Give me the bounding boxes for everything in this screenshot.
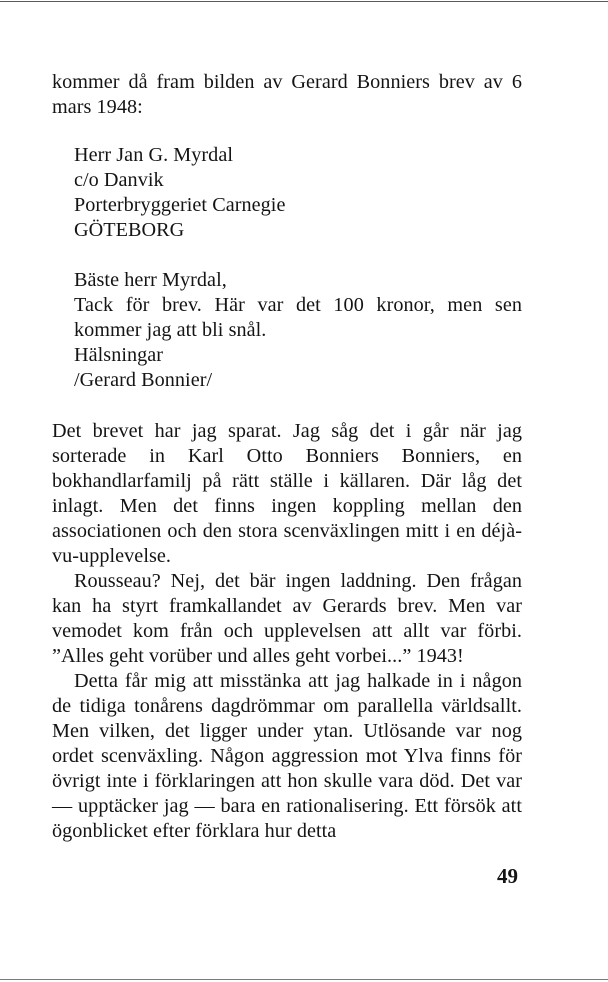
- intro-paragraph: kommer då fram bilden av Gerard Bonniers brev av 6 mars 1948:: [52, 71, 522, 118]
- letter-address: [74, 143, 522, 243]
- address-line: Herr Jan G. Myrdal: [74, 144, 233, 166]
- address-line: Porterbryggeriet Carnegie: [74, 194, 286, 216]
- letter-salutation: Bäste herr Myrdal,: [74, 269, 227, 291]
- page-bottom-edge: [0, 979, 608, 980]
- page-number: 49: [497, 864, 518, 888]
- letter-signature: /Gerard Bonnier/: [74, 369, 213, 391]
- letter-body: Tack för brev. Här var det 100 kronor, men sen kommer jag att bli snål.: [74, 294, 522, 341]
- letter-content: [74, 268, 522, 393]
- book-page-text: [52, 70, 522, 844]
- address-line: c/o Danvik: [74, 169, 164, 191]
- body-paragraph: Detta får mig att misstänka att jag halkade in i någon de tidiga tonårens dagdrömmar om parallella världsallt. Men vilken, det ligger under ytan. Utlösande var nog ordet scenväxling. Någon aggression mot Ylva finns för övrigt inte i förklaringen att hon skulle vara död. Det var — upptäcker jag — bara en rationalisering. Ett försök att ögonblicket efter förklara hur detta: [52, 670, 522, 842]
- body-paragraph: Rousseau? Nej, det bär ingen laddning. Den frågan kan ha styrt framkallandet av Gerards brev. Men var vemodet kom från och upplevelsen att allt var förbi. ”Alles geht vorüber und alles geht vorbei...” 1943!: [52, 570, 522, 667]
- body-paragraph: Det brevet har jag sparat. Jag såg det i går när jag sorterade in Karl Otto Bonniers Bonniers, en bokhandlarfamilj på rätt ställe i källaren. Där låg det inlagt. Men det finns ingen koppling mellan den associationen och den stora scenväxlingen mitt i en déjà-vu-upplevelse.: [52, 420, 522, 567]
- page-top-edge: [0, 1, 608, 2]
- letter-closing: Hälsningar: [74, 344, 164, 366]
- address-line: GÖTEBORG: [74, 219, 185, 241]
- quoted-letter: [74, 143, 522, 393]
